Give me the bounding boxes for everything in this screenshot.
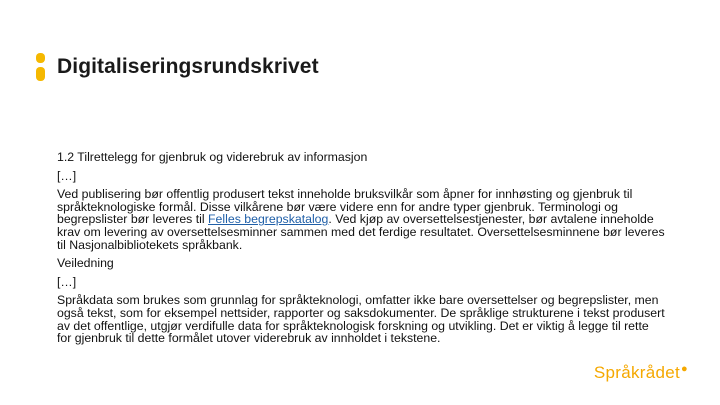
paragraph-1-text-cont: . Ved kjøp av oversettelsestjenester, bør avtalene inneholde krav om levering av oversettelsesminner sammen med det ferdige resultatet. Oversettelsesminnene bør leveres til Nasjonalbibliotekets språkbank. [57,212,665,252]
slide-header [36,53,319,81]
section-heading: 1.2 Tilrettelegg for gjenbruk og viderebruk av informasjon [57,150,368,164]
felles-begrepskatalog-link[interactable]: Felles begrepskatalog [208,212,329,227]
paragraph-2: Språkdata som brukes som grunnlag for språkteknologi, omfatter ikke bare oversettelser og begrepslister, men også tekst, som for eksempel nettsider, rapporter og saksdokumenter. De språklige strukturene i tekst produsert av det offentlige, utgjør verdifulle data for språkteknologisk forskning og utvikling. Det er viktig å legge til rette for gjenbruk til dette formålet utover viderebruk av innholdet i tekstene. [57,293,665,346]
ellipsis-marker-2: […] [57,274,77,289]
slide-title: Digitaliseringsrundskrivet [57,55,319,78]
slide-body [57,151,665,345]
paragraph-1-text: Ved publisering bør offentlig produsert tekst inneholde bruksvilkår som åpner for innhøsting og gjenbruk til språkteknologiske formål. Disse vilkårene bør være videre enn for andre typer gjenbruk. Terminologi og begrepslister bør leveres til [57,187,633,227]
guidance-label: Veiledning [57,256,114,271]
brand-colon-icon [36,53,45,81]
sprakradet-logo: Språkrådet● [593,363,688,382]
paragraph-1 [57,188,665,251]
ellipsis-marker: […] [57,168,77,183]
